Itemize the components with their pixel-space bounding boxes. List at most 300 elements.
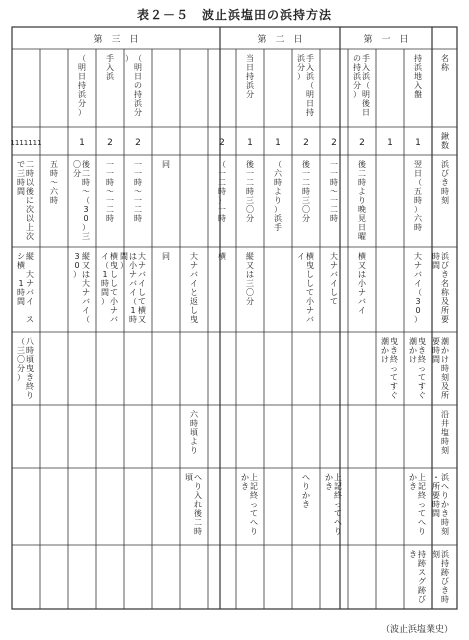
svg-text:れ: れ [194, 500, 202, 509]
svg-text:は: は [129, 252, 137, 261]
svg-text:き: き [409, 482, 417, 491]
svg-text:曳: 曳 [390, 337, 398, 346]
svg-text:晩: 晩 [358, 205, 366, 214]
cell-count: 2 [135, 138, 141, 148]
cell-hname [190, 251, 198, 324]
svg-text:地: 地 [414, 72, 422, 81]
cell-time [134, 160, 142, 223]
svg-text:数: 数 [441, 141, 449, 150]
svg-text:す: す [418, 382, 426, 391]
svg-text:〇: 〇 [17, 355, 25, 364]
svg-text:び: び [418, 595, 426, 604]
svg-text:（: （ [17, 337, 25, 346]
cell-count: 2 [359, 138, 365, 148]
svg-text:分: 分 [134, 108, 142, 117]
svg-text:一: 一 [134, 160, 142, 169]
svg-text:一: 一 [218, 169, 226, 178]
svg-text:終: 終 [418, 355, 426, 364]
svg-text:曳: 曳 [418, 337, 426, 346]
svg-text:大: 大 [82, 279, 90, 288]
svg-text:六: 六 [190, 410, 198, 419]
svg-text:頃: 頃 [190, 428, 198, 437]
cell-count: 2 [107, 138, 113, 148]
svg-text:イ: イ [358, 306, 366, 315]
svg-text:持: 持 [418, 550, 426, 559]
svg-text:横: 横 [218, 252, 226, 261]
svg-text:要: 要 [432, 337, 440, 346]
svg-text:っ: っ [334, 500, 342, 509]
svg-text:バ: バ [358, 297, 366, 306]
cell-name [246, 53, 255, 99]
svg-text:び: び [441, 261, 449, 270]
cell-hname [358, 251, 367, 315]
svg-text:時: 時 [190, 419, 198, 428]
svg-text:大: 大 [190, 252, 198, 261]
svg-text:当: 当 [246, 54, 254, 63]
svg-text:二: 二 [330, 205, 338, 214]
svg-text:っ: っ [390, 364, 398, 373]
svg-text:三: 三 [82, 232, 90, 241]
row-header-name [441, 53, 450, 72]
svg-text:）: ） [101, 297, 109, 306]
svg-text:0: 0 [74, 261, 80, 270]
svg-text:分: 分 [78, 99, 86, 108]
svg-text:り: り [418, 527, 426, 536]
svg-text:又: 又 [138, 315, 146, 324]
svg-text:イ: イ [26, 297, 34, 306]
svg-text:よ: よ [274, 187, 282, 196]
svg-text:一: 一 [330, 169, 338, 178]
svg-text:刻: 刻 [441, 373, 449, 382]
cell-heri [325, 472, 342, 536]
svg-text:ス: ス [418, 568, 426, 577]
svg-text:時: 時 [26, 169, 34, 178]
svg-text:ナ: ナ [82, 288, 90, 297]
svg-text:大: 大 [138, 252, 146, 261]
svg-text:（: （ [414, 178, 422, 187]
svg-text:明: 明 [134, 63, 142, 72]
svg-text:時: 時 [441, 187, 449, 196]
cell-count: 2 [303, 138, 309, 148]
svg-text:後: 後 [194, 509, 202, 518]
cell-count: 2 [219, 138, 225, 148]
svg-text:持: 持 [306, 108, 314, 117]
svg-text:終: 終 [26, 382, 34, 391]
svg-text:小: 小 [358, 279, 366, 288]
cell-count: 1 [387, 138, 393, 148]
cell-shio [17, 337, 34, 400]
svg-text:分: 分 [246, 90, 254, 99]
svg-text:五: 五 [414, 187, 422, 196]
svg-text:バ: バ [414, 270, 422, 279]
svg-text:へ: へ [194, 473, 202, 482]
svg-text:り: り [302, 482, 310, 491]
cell-hname [246, 251, 254, 306]
svg-text:～: ～ [50, 178, 58, 187]
svg-text:3: 3 [74, 252, 80, 261]
cell-count: 1 [275, 138, 281, 148]
svg-text:一: 一 [106, 196, 114, 205]
svg-text:小: 小 [306, 297, 314, 306]
svg-text:二: 二 [246, 178, 254, 187]
svg-text:て: て [418, 373, 426, 382]
svg-text:時: 時 [82, 178, 90, 187]
svg-text:ナ: ナ [330, 261, 338, 270]
svg-text:バ: バ [26, 288, 34, 297]
row-header-hama_name [432, 251, 450, 324]
svg-text:浜: 浜 [414, 63, 422, 72]
day-first-label: 第 一 日 [363, 35, 409, 45]
svg-text:時: 時 [246, 187, 254, 196]
svg-text:へ: へ [441, 482, 449, 491]
svg-text:バ: バ [330, 270, 338, 279]
svg-text:横: 横 [138, 306, 146, 315]
svg-text:時: 時 [414, 223, 422, 232]
svg-text:へ: へ [334, 518, 342, 527]
svg-text:（: （ [82, 315, 90, 324]
svg-text:グ: グ [418, 577, 426, 586]
svg-text:浜: 浜 [362, 72, 370, 81]
svg-text:大: 大 [414, 252, 422, 261]
svg-text:ぐ: ぐ [418, 391, 426, 400]
cell-time [17, 160, 35, 241]
svg-text:潮: 潮 [441, 337, 449, 346]
svg-text:時: 時 [129, 315, 137, 324]
svg-text:曳: 曳 [190, 315, 198, 324]
cell-time [218, 160, 226, 223]
svg-text:要: 要 [432, 491, 440, 500]
cell-name [414, 53, 423, 99]
svg-text:間: 間 [101, 288, 109, 297]
svg-text:一: 一 [106, 160, 114, 169]
svg-text:っ: っ [418, 364, 426, 373]
svg-text:一: 一 [246, 169, 254, 178]
svg-text:時: 時 [441, 364, 449, 373]
svg-text:入: 入 [362, 63, 370, 72]
svg-text:3: 3 [415, 297, 421, 306]
svg-text:ぐ: ぐ [390, 391, 398, 400]
svg-text:明: 明 [78, 63, 86, 72]
svg-text:し: し [138, 288, 146, 297]
cell-name [78, 54, 87, 117]
svg-text:ナ: ナ [306, 306, 314, 315]
svg-text:し: し [110, 270, 118, 279]
svg-text:刻: 刻 [441, 527, 449, 536]
svg-text:見: 見 [358, 214, 366, 223]
svg-text:〇: 〇 [246, 205, 254, 214]
svg-text:っ: っ [250, 500, 258, 509]
svg-text:横: 横 [358, 252, 366, 261]
svg-text:0: 0 [415, 306, 421, 315]
svg-text:曜: 曜 [358, 232, 366, 241]
cell-hname [218, 251, 226, 261]
svg-text:り: り [358, 196, 366, 205]
svg-text:五: 五 [50, 160, 58, 169]
svg-text:分: 分 [302, 214, 310, 223]
row-header-count [441, 131, 449, 150]
svg-text:後: 後 [358, 160, 366, 169]
svg-text:時: 時 [441, 437, 449, 446]
svg-text:～: ～ [134, 187, 142, 196]
cell-count: 1 [247, 138, 253, 148]
svg-text:と: と [190, 288, 198, 297]
svg-text:所: 所 [441, 306, 449, 315]
svg-text:日: 日 [134, 72, 142, 81]
svg-text:〇: 〇 [246, 288, 254, 297]
svg-text:以: 以 [26, 214, 34, 223]
svg-text:間: 間 [432, 355, 440, 364]
cell-hname [73, 251, 90, 324]
svg-text:一: 一 [134, 196, 142, 205]
svg-text:っ: っ [418, 500, 426, 509]
svg-text:刻: 刻 [432, 550, 440, 559]
svg-text:曳: 曳 [306, 261, 314, 270]
svg-text:時: 時 [274, 178, 282, 187]
svg-text:時: 時 [302, 187, 310, 196]
svg-text:り: り [250, 527, 258, 536]
svg-text:り: り [334, 527, 342, 536]
svg-text:1: 1 [18, 279, 24, 288]
svg-text:0: 0 [83, 214, 89, 223]
svg-text:後: 後 [82, 160, 90, 169]
svg-text:に: に [26, 196, 34, 205]
cell-hname [414, 251, 422, 324]
svg-text:（: （ [414, 288, 422, 297]
svg-text:時: 時 [50, 196, 58, 205]
svg-text:曳: 曳 [110, 261, 118, 270]
svg-text:縦: 縦 [26, 252, 34, 261]
svg-text:〇: 〇 [302, 205, 310, 214]
svg-text:分: 分 [246, 297, 254, 306]
svg-text:て: て [306, 288, 314, 297]
svg-text:跡: 跡 [418, 586, 426, 595]
svg-text:（: （ [218, 160, 226, 169]
svg-text:持: 持 [414, 54, 422, 63]
svg-text:イ: イ [297, 252, 305, 261]
svg-text:時: 時 [106, 178, 114, 187]
row-header-shio_time [432, 336, 449, 400]
svg-text:上: 上 [26, 223, 34, 232]
svg-text:同: 同 [162, 252, 170, 261]
svg-text:ナ: ナ [138, 261, 146, 270]
svg-text:き: き [241, 482, 249, 491]
svg-text:明: 明 [362, 90, 370, 99]
svg-text:バ: バ [190, 270, 198, 279]
svg-text:翌: 翌 [414, 160, 422, 169]
svg-text:時: 時 [432, 252, 440, 261]
cell-heri [185, 473, 203, 536]
svg-text:横: 横 [306, 252, 314, 261]
svg-text:返: 返 [190, 297, 198, 306]
svg-text:（: （ [101, 261, 109, 270]
svg-text:時: 時 [330, 178, 338, 187]
svg-text:時: 時 [17, 178, 25, 187]
source-note: （波止浜塩業史） [380, 625, 453, 635]
svg-text:入: 入 [194, 491, 202, 500]
cell-time [330, 160, 338, 223]
svg-text:か: か [302, 491, 310, 500]
svg-text:時: 時 [432, 500, 440, 509]
svg-text:バ: バ [138, 270, 146, 279]
svg-text:後: 後 [246, 160, 254, 169]
cell-count: 2 [331, 138, 337, 148]
svg-text:イ: イ [101, 252, 109, 261]
svg-text:し: し [190, 306, 198, 315]
svg-text:び: び [441, 577, 449, 586]
cell-yusen [190, 409, 199, 455]
svg-text:浜: 浜 [441, 160, 449, 169]
svg-text:け: け [409, 355, 417, 364]
svg-text:ナ: ナ [414, 261, 422, 270]
svg-text:二: 二 [218, 178, 226, 187]
cell-hname [101, 251, 119, 324]
svg-text:し: し [306, 279, 314, 288]
svg-text:跡: 跡 [441, 568, 449, 577]
svg-text:す: す [390, 382, 398, 391]
svg-text:）: ） [274, 205, 282, 214]
svg-text:へ: へ [250, 518, 258, 527]
svg-text:及: 及 [441, 382, 449, 391]
svg-text:り: り [26, 391, 34, 400]
cell-heri [302, 473, 310, 509]
svg-text:ナ: ナ [26, 279, 34, 288]
cell-time [106, 160, 114, 223]
svg-text:）: ） [414, 205, 422, 214]
svg-text:（: （ [306, 81, 314, 90]
svg-text:日: 日 [362, 108, 370, 117]
svg-text:ナ: ナ [110, 306, 118, 315]
svg-text:よ: よ [190, 437, 198, 446]
svg-text:時: 時 [441, 595, 449, 604]
svg-text:持: 持 [78, 81, 86, 90]
svg-text:間: 間 [432, 509, 440, 518]
svg-text:又: 又 [82, 261, 90, 270]
svg-text:縦: 縦 [82, 252, 90, 261]
svg-text:日: 日 [358, 223, 366, 232]
svg-text:同: 同 [162, 160, 170, 169]
svg-text:横: 横 [110, 252, 118, 261]
svg-text:か: か [409, 473, 417, 482]
svg-text:横: 横 [17, 261, 25, 270]
svg-text:て: て [334, 509, 342, 518]
svg-text:り: り [190, 446, 198, 455]
row-header-herikaki [432, 472, 450, 536]
cell-count: 1 [79, 138, 85, 148]
svg-text:時: 時 [441, 518, 449, 527]
svg-text:ナ: ナ [190, 261, 198, 270]
svg-text:て: て [138, 297, 146, 306]
svg-text:し: し [306, 270, 314, 279]
svg-text:記: 記 [334, 482, 342, 491]
svg-text:浜: 浜 [441, 473, 449, 482]
svg-text:時: 時 [26, 346, 34, 355]
svg-text:時: 時 [432, 346, 440, 355]
svg-text:持: 持 [134, 90, 142, 99]
svg-text:小: 小 [110, 297, 118, 306]
svg-text:き: き [418, 346, 426, 355]
svg-text:三: 三 [17, 346, 25, 355]
svg-text:バ: バ [110, 315, 118, 324]
svg-text:入: 入 [414, 81, 422, 90]
svg-text:）: ） [414, 315, 422, 324]
svg-text:き: き [325, 482, 333, 491]
svg-text:入: 入 [106, 63, 114, 72]
svg-text:大: 大 [26, 270, 34, 279]
svg-text:（: （ [134, 54, 142, 63]
svg-text:浜: 浜 [353, 72, 361, 81]
svg-text:時: 時 [106, 214, 114, 223]
svg-text:て: て [390, 373, 398, 382]
svg-text:り: り [194, 482, 202, 491]
svg-text:名: 名 [441, 54, 449, 63]
svg-text:～: ～ [82, 187, 90, 196]
svg-text:三: 三 [246, 196, 254, 205]
svg-text:へ: へ [418, 518, 426, 527]
svg-text:浜: 浜 [441, 550, 449, 559]
svg-text:か: か [441, 346, 449, 355]
svg-text:三: 三 [17, 169, 25, 178]
svg-text:称: 称 [441, 63, 449, 72]
svg-text:（: （ [82, 196, 90, 205]
svg-text:よ: よ [358, 187, 366, 196]
svg-text:（: （ [362, 81, 370, 90]
svg-text:き: き [409, 550, 417, 559]
svg-text:次: 次 [26, 205, 34, 214]
svg-text:記: 記 [250, 482, 258, 491]
cell-time [246, 159, 255, 223]
svg-text:て: て [250, 509, 258, 518]
svg-text:で: で [17, 160, 25, 169]
svg-text:時: 時 [134, 214, 142, 223]
svg-text:）: ） [78, 108, 86, 117]
svg-text:間: 間 [120, 252, 128, 261]
svg-text:入: 入 [306, 63, 314, 72]
svg-text:イ: イ [129, 288, 137, 297]
svg-text:浜: 浜 [78, 90, 86, 99]
svg-text:シ: シ [17, 252, 25, 261]
svg-text:又: 又 [246, 261, 254, 270]
svg-text:二: 二 [194, 518, 202, 527]
svg-text:手: 手 [274, 223, 282, 232]
svg-text:三: 三 [246, 279, 254, 288]
svg-text:）: ） [125, 54, 133, 63]
svg-text:は: は [82, 270, 90, 279]
svg-text:浜: 浜 [106, 72, 114, 81]
svg-text:二: 二 [302, 178, 310, 187]
svg-text:し: し [330, 288, 338, 297]
svg-text:持: 持 [353, 63, 361, 72]
svg-text:二: 二 [82, 169, 90, 178]
svg-text:日: 日 [246, 63, 254, 72]
svg-text:終: 終 [250, 491, 258, 500]
svg-text:浜: 浜 [297, 54, 305, 63]
svg-text:手: 手 [106, 54, 114, 63]
svg-text:き: き [390, 346, 398, 355]
svg-text:縦: 縦 [246, 252, 254, 261]
svg-text:分: 分 [17, 364, 25, 373]
svg-text:時: 時 [414, 196, 422, 205]
svg-text:）: ） [17, 373, 25, 382]
svg-text:間: 間 [17, 297, 25, 306]
svg-text:き: き [302, 500, 310, 509]
svg-text:イ: イ [138, 279, 146, 288]
svg-text:時: 時 [358, 178, 366, 187]
svg-text:頃: 頃 [185, 473, 193, 482]
svg-text:（: （ [129, 297, 137, 306]
cell-count: 1 [415, 138, 421, 148]
svg-text:バ: バ [306, 315, 314, 324]
svg-text:は: は [246, 270, 254, 279]
